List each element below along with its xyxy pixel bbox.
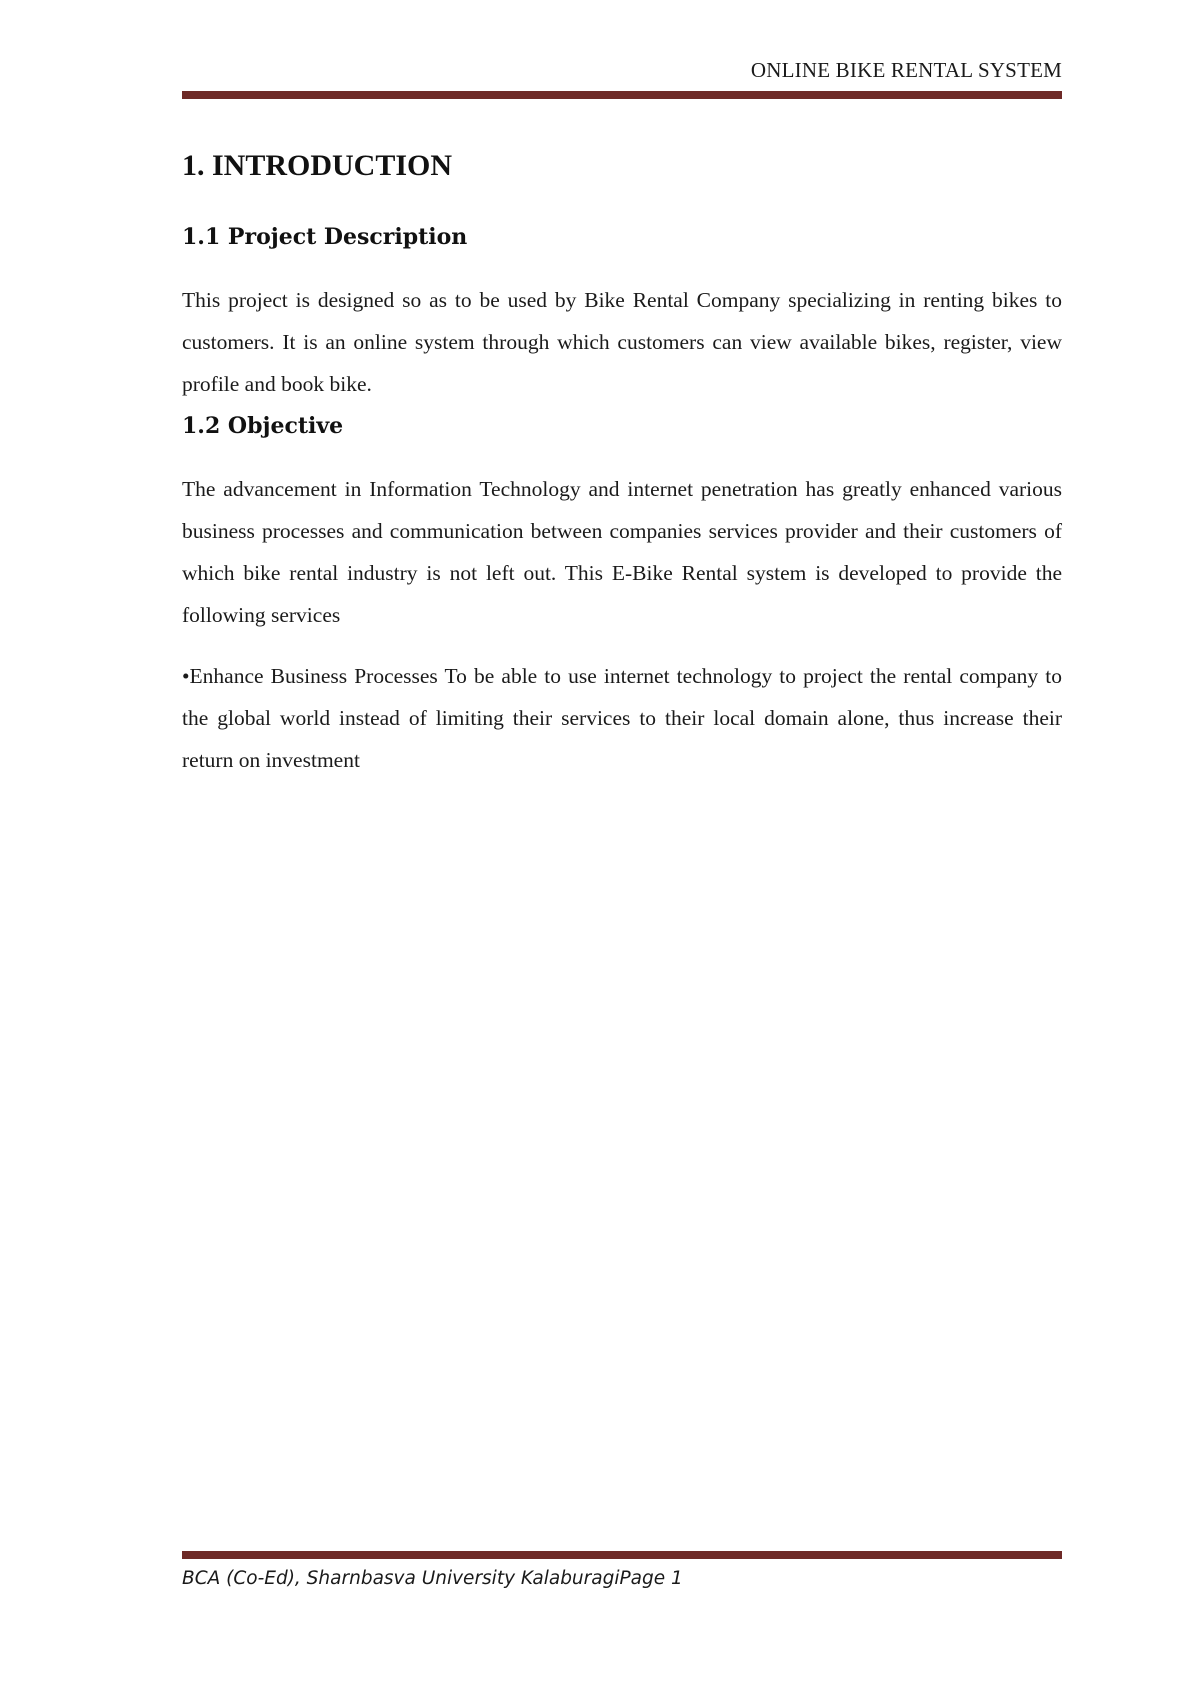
project-description-paragraph: This project is designed so as to be used by Bike Rental Company specializing in renting bikes to customers. It is an online system through which customers can view available bikes, register, view profile and book bike. — [182, 288, 1062, 396]
chapter-title: 1. INTRODUCTION — [182, 149, 453, 182]
page-content — [182, 140, 1062, 781]
running-header-title: ONLINE BIKE RENTAL SYSTEM — [750, 58, 1062, 82]
running-footer: BCA (Co-Ed), Sharnbasva University KalaburagiPage 1 — [182, 1568, 683, 1589]
objective-bullet-paragraph: •Enhance Business Processes To be able to use internet technology to project the rental company to the global world instead of limiting their services to their local domain alone, thus increase their return on investment — [182, 664, 1062, 772]
section-heading-project-description: 1.1 Project Description — [182, 224, 468, 250]
section-heading-objective: 1.2 Objective — [182, 413, 344, 439]
header-rule — [182, 91, 1062, 99]
objective-paragraph: The advancement in Information Technology and internet penetration has greatly enhanced various business processes and communication between companies services provider and their customers of which bike rental industry is not left out. This E-Bike Rental system is developed to provide the following services — [182, 477, 1062, 627]
footer-rule — [182, 1551, 1062, 1559]
